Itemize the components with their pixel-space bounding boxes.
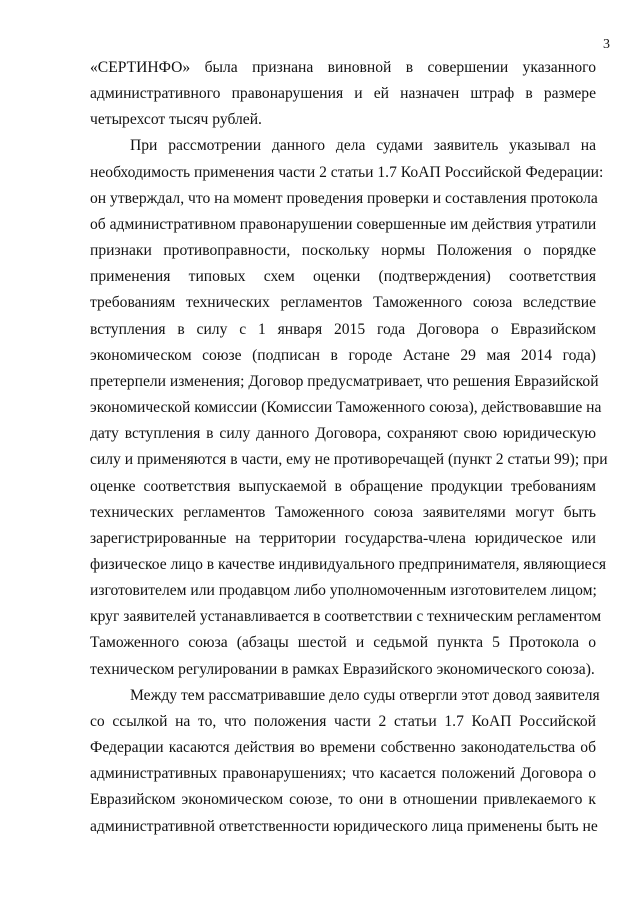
text-line: круг заявителей устанавливается в соответствии с техническим регламентом — [90, 608, 602, 626]
text-line: претерпели изменения; Договор предусматривает, что решения Евразийской — [90, 372, 599, 390]
text-line: четырехсот тысяч рублей. — [90, 111, 262, 129]
text-line: дату вступления в силу данного Договора, сохраняют свою юридическую — [90, 425, 596, 443]
text-line: признаки противоправности, поскольку нормы Положения о порядке — [90, 242, 596, 260]
text-line: вступления в силу с 1 января 2015 года Договора о Евразийском — [90, 320, 596, 338]
text-line: «СЕРТИНФО» была признана виновной в совершении указанного — [90, 59, 596, 76]
text-line: физическое лицо в качестве индивидуального предпринимателя, являющиеся — [90, 555, 607, 573]
text-line: об административном правонарушении совершенные им действия утратили — [90, 215, 597, 233]
paragraph-2 — [90, 133, 608, 682]
text-line: административной ответственности юридического лица применены быть не — [90, 817, 598, 835]
text-line: При рассмотрении данного дела судами заявитель указывал на — [130, 137, 596, 155]
paragraph-1 — [90, 55, 596, 133]
text-line: оценке соответствия выпускаемой в обращение продукции требованиям — [90, 477, 596, 495]
text-line: Федерации касаются действия во времени собственно законодательства об — [90, 739, 596, 757]
text-line: экономической комиссии (Комиссии Таможенного союза), действовавшие на — [90, 399, 602, 417]
paragraph-3 — [90, 683, 600, 840]
text-line: административного правонарушения и ей назначен штраф в размере — [90, 85, 596, 103]
text-line: силу и применяются в части, ему не противоречащей (пункт 2 статьи 99); при — [90, 451, 608, 469]
text-line: технических регламентов Таможенного союза заявителями могут быть — [90, 503, 596, 521]
page-number: 3 — [603, 37, 610, 52]
text-line: техническом регулировании в рамках Евразийского экономического союза). — [90, 660, 595, 678]
text-line: экономическом союзе (подписан в городе Астане 29 мая 2014 года) — [90, 346, 596, 364]
text-line: зарегистрированные на территории государства-члена юридическое или — [90, 529, 596, 547]
text-line: со ссылкой на то, что положения части 2 статьи 1.7 КоАП Российской — [90, 712, 596, 730]
text-line: требованиям технических регламентов Таможенного союза вследствие — [90, 294, 596, 312]
text-line: необходимость применения части 2 статьи 1.7 КоАП Российской Федерации: — [90, 163, 604, 181]
text-line: Евразийском экономическом союзе, то они в отношении привлекаемого к — [90, 791, 596, 809]
text-line: изготовителем или продавцом либо уполномоченным изготовителем лицом; — [90, 582, 597, 600]
text-line: он утверждал, что на момент проведения проверки и составления протокола — [90, 189, 598, 207]
text-line: Между тем рассматривавшие дело суды отвергли этот довод заявителя — [130, 686, 600, 704]
text-line: административных правонарушениях; что касается положений Договора о — [90, 765, 596, 783]
document-body — [90, 55, 608, 840]
text-line: Таможенного союза (абзацы шестой и седьмой пункта 5 Протокола о — [90, 634, 596, 652]
text-line: применения типовых схем оценки (подтверждения) соответствия — [90, 268, 596, 286]
